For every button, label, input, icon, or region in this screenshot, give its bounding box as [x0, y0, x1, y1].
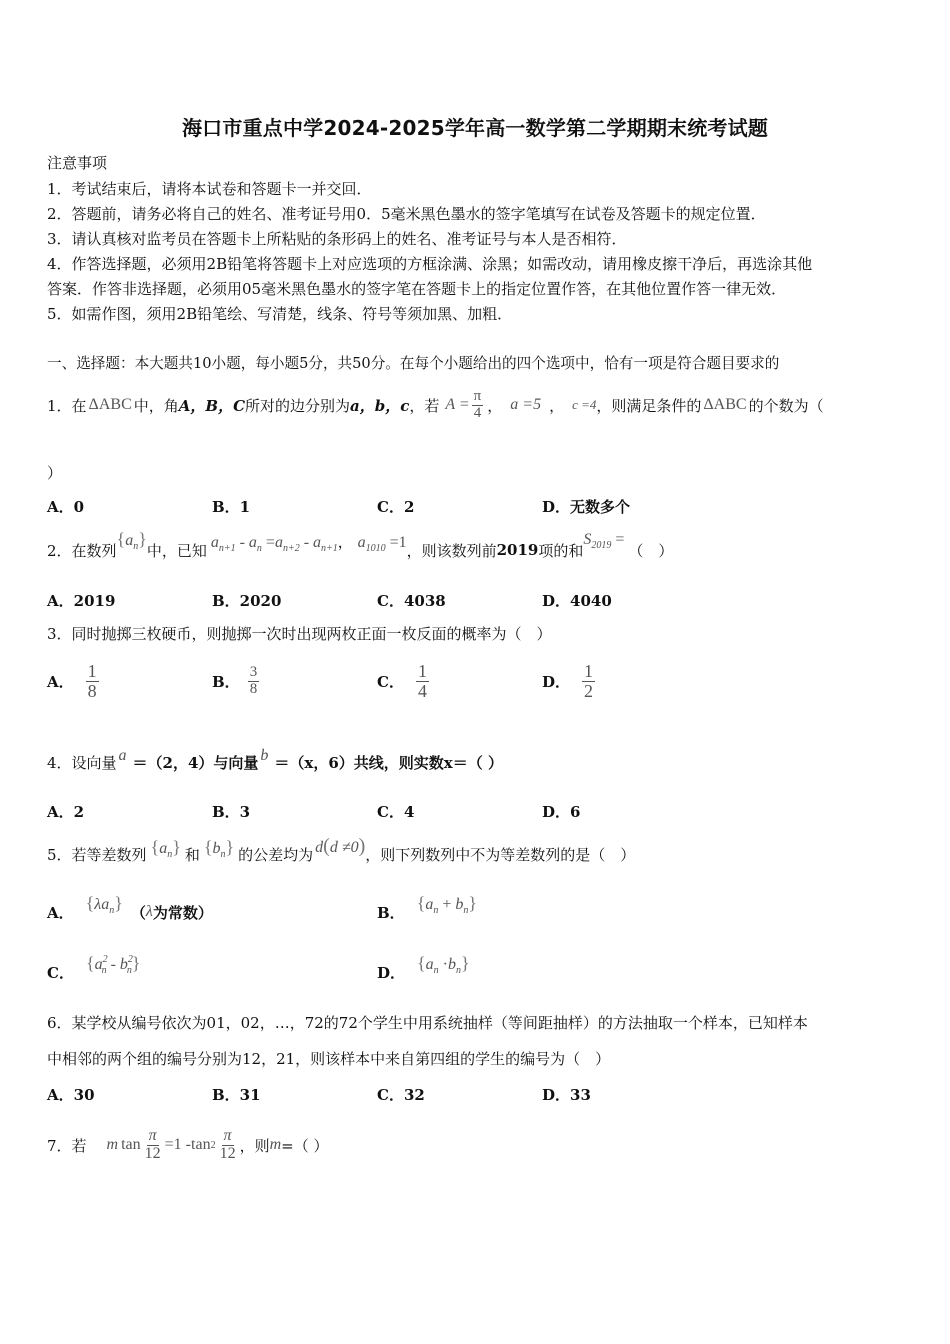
sequence-an: $\{a_n\}$ — [150, 836, 181, 860]
notice-line: 答案．作答非选择题，必须用05毫米黑色墨水的签字笔在答题卡上的指定位置作答，在其他位置作答一律无效． — [47, 280, 787, 298]
q2-option-a: A．2019 — [47, 592, 116, 610]
page-title: 海口市重点中学2024-2025学年高一数学第二学期期末统考试题 — [181, 116, 769, 140]
angle-a-label: A = — [445, 396, 470, 413]
variable-m: m — [106, 1136, 119, 1153]
tan-function: tan — [121, 1136, 141, 1153]
q5-option-a: A． $\{\lambda a_n\}$ （ λ 为常数） — [47, 892, 213, 922]
q1-text: ，若 — [409, 396, 440, 415]
question-2 — [47, 530, 673, 570]
q1-text: 的个数为（ — [748, 396, 824, 415]
q6-option-c: C．32 — [377, 1086, 425, 1104]
section-heading: 一、选择题：本大题共10小题，每小题5分，共50分。在每个小题给出的四个选项中，恰有一项是符合题目要求的 — [47, 355, 780, 372]
notice-line: 4．作答选择题，必须用2B铅笔将答题卡上对应选项的方框涂满、涂黑；如需改动，请用橡皮擦干净后，再选涂其他 — [47, 255, 813, 273]
q4-option-b: B．3 — [212, 803, 251, 821]
q2-text: 2．在数列 — [47, 541, 117, 560]
q2-option-d: D．4040 — [542, 592, 612, 610]
q1-text: 所对的边分别为 — [245, 396, 351, 415]
lambda-an: $\{\lambda a_n\}$ — [85, 892, 123, 916]
q5-text: ，则下列数列中不为等差数列的是（ ） — [365, 845, 636, 864]
fraction-3-8: $\frac{3}{8}$ — [249, 663, 258, 697]
q1-option-b: B．1 — [212, 498, 251, 516]
fraction-1-4: $\frac{1}{4}$ — [417, 660, 427, 701]
question-6-line2: 中相邻的两个组的编号分别为12，21，则该样本中来自第四组的学生的编号为（ ） — [47, 1050, 611, 1068]
fraction-1-8: $\frac{1}{8}$ — [87, 660, 97, 701]
question-3: 3．同时抛掷三枚硬币，则抛掷一次时出现两枚正面一枚反面的概率为（ ） — [47, 625, 552, 643]
q5-text: 5．若等差数列 — [47, 845, 147, 864]
q2-option-c: C．4038 — [377, 592, 446, 610]
notice-line: 2．答题前，请务必将自己的姓名、准考证号用0．5毫米黑色墨水的签字笔填写在试卷及答题卡的规定位置． — [47, 205, 766, 223]
variable-m: m — [269, 1136, 282, 1153]
q1-option-d: D．无数多个 — [542, 498, 631, 516]
pi-over-4-fraction: $\frac{\pi}{4}$ — [473, 387, 482, 421]
sum-s2019: $S_{2019}$ = — [583, 530, 625, 551]
common-difference: d(d ≠0) — [315, 834, 366, 857]
fraction-1-2: $\frac{1}{2}$ — [584, 660, 594, 701]
q1-text: ，则满足条件的 — [596, 396, 702, 415]
q2-year: 2019 — [496, 541, 539, 559]
q2-text: 中，已知 — [146, 541, 207, 560]
q5-text: 的公差均为 — [238, 845, 314, 864]
q5-option-d: D． $\{a_n \cdot b_n\}$ — [377, 952, 470, 982]
q7-text: =（ ） — [281, 1136, 329, 1155]
q5-option-b: B． $\{a_n + b_n\}$ — [377, 892, 477, 922]
q3-option-b: B． $\frac{3}{8}$ — [212, 663, 258, 697]
q1-sides: a，b，c — [350, 396, 410, 415]
q4-text: 4．设向量 — [47, 753, 117, 772]
q3-option-a: A． $\frac{1}{8}$ — [47, 660, 97, 701]
an-times-bn: $\{a_n \cdot b_n\}$ — [417, 952, 470, 976]
q4-text: ＝（x，6）共线，则实数x＝（ ） — [274, 753, 503, 772]
notice-line: 1．考试结束后，请将本试卷和答题卡一并交回． — [47, 180, 372, 198]
q3-option-c: C． $\frac{1}{4}$ — [377, 660, 427, 701]
triangle-abc: ΔABC — [88, 396, 132, 413]
q5-option-c: C． $\{a^2_n - b^2_n\}$ — [47, 952, 141, 982]
q4-option-d: D．6 — [542, 803, 581, 821]
q2-text: 项的和 — [538, 541, 584, 560]
q1-angles: A，B，C — [178, 396, 246, 415]
sequence-bn: $\{b_n\}$ — [203, 836, 235, 860]
q7-text: ，则 — [239, 1136, 270, 1155]
q1-text: 1．在 — [47, 396, 87, 415]
question-1: 1．在 ΔABC 中，角 A，B，C 所对的边分别为 a，b，c ，若 A = $\frac{\pi}{4}$ ， a =5 ， c =4 ，则满足条件的 ΔABC 的个数为（ — [47, 387, 824, 421]
an-plus-bn: $\{a_n + b_n\}$ — [416, 892, 477, 916]
q1-text: 中，角 — [133, 396, 179, 415]
recurrence-formula: $a_{n+1} - a_n =a_{n+2} - a_{n+1}$， $a_{1010} =1$ — [210, 532, 407, 554]
q6-option-d: D．33 — [542, 1086, 591, 1104]
question-6-line1: 6．某学校从编号依次为01，02，…，72的72个学生中用系统抽样（等间距抽样）的方法抽取一个样本，已知样本 — [47, 1014, 808, 1032]
q2-answer-paren: （ ） — [628, 541, 674, 560]
notice-line: 3．请认真核对监考员在答题卡上所粘贴的条形码上的姓名、准考证号与本人是否相符． — [47, 230, 627, 248]
q6-option-a: A．30 — [47, 1086, 95, 1104]
pi-over-12-fraction: $\frac{\pi}{12}$ — [144, 1126, 161, 1162]
q4-option-a: A．2 — [47, 803, 85, 821]
an2-minus-bn2: $\{a^2_n - b^2_n\}$ — [85, 952, 141, 976]
q2-text: ，则该数列前 — [406, 541, 497, 560]
tan-squared: tan — [191, 1136, 211, 1153]
question-5 — [47, 834, 635, 874]
q3-option-d: D． $\frac{1}{2}$ — [542, 660, 594, 701]
q1-option-c: C．2 — [377, 498, 415, 516]
vector-b: b — [260, 747, 269, 764]
q1-close-paren: ） — [47, 464, 63, 482]
sequence-an: $\{a_n\}$ — [116, 528, 147, 552]
pi-over-12-fraction: $\frac{\pi}{12}$ — [219, 1126, 236, 1162]
question-4 — [47, 744, 503, 780]
q7-text: 7．若 — [47, 1136, 87, 1155]
notice-heading: 注意事项 — [47, 154, 108, 172]
q1-option-a: A．0 — [47, 498, 85, 516]
side-c-value: c =4 — [572, 397, 597, 412]
triangle-abc: ΔABC — [703, 396, 747, 413]
q4-option-c: C．4 — [377, 803, 415, 821]
q5-text: 和 — [184, 845, 200, 864]
q2-option-b: B．2020 — [212, 592, 282, 610]
notice-line: 5．如需作图，须用2B铅笔绘、写清楚，线条、符号等须加黑、加粗． — [47, 305, 513, 323]
q4-text: ＝（2，4）与向量 — [132, 753, 259, 772]
side-a-value: a =5 — [510, 396, 542, 413]
question-7: 7．若 m tan $\frac{\pi}{12}$ =1 - tan 2 $\frac{\pi}{12}$ ，则 m =（ ） — [47, 1126, 329, 1162]
vector-a: a — [118, 747, 127, 764]
q6-option-b: B．31 — [212, 1086, 261, 1104]
